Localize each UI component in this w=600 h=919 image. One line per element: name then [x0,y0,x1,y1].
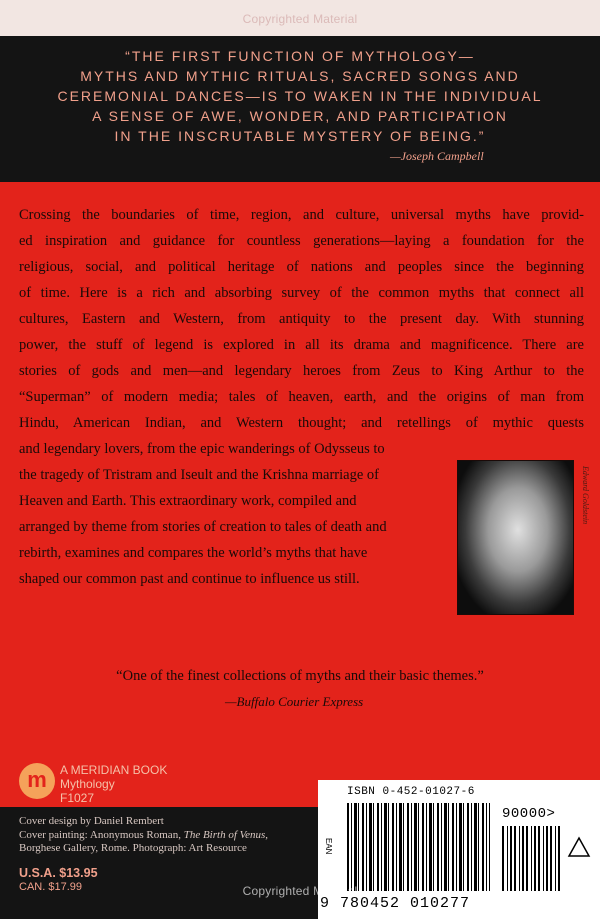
price-code: 90000> [502,806,556,822]
ean-label: EAN [324,838,333,855]
description-line: and legendary lovers, from the epic wanderings of Odysseus to [19,441,385,457]
quote-line: CEREMONIAL DANCES—IS TO WAKEN IN THE INDIVIDUAL [57,88,543,104]
review-quote: “One of the finest collections of myths and their basic themes.” [116,668,484,684]
description-line: power, the stuff of legend is explored in all its drama and magnificence. There are [19,337,584,353]
isbn-text: ISBN 0-452-01027-6 [347,786,475,798]
price-can: CAN. $17.99 [19,881,82,893]
author-photo [457,460,574,615]
description-line: “Superman” of modern media; tales of heaven, earth, and the origins of man from [19,389,584,405]
price-us: U.S.A. $13.95 [19,866,98,880]
publisher-info [60,763,167,805]
description-line: the tragedy of Tristram and Iseult and the Krishna marriage of [19,467,379,483]
credit-painting: Cover painting: Anonymous Roman, The Birth of Venus, [19,828,269,841]
description-line: of time. Here is a rich and absorbing survey of the common myths that connect all [19,285,584,301]
description-line: stories of gods and men—and legendary heroes from Zeus to King Arthur to the [19,363,584,379]
cover-credits [19,815,268,856]
description-line: ed inspiration and guidance for countless generations—laying a foundation for the [19,233,584,249]
description-line: cultures, Eastern and Western, from antiquity to the present day. With stunning [19,311,584,327]
quote-line: IN THE INSCRUTABLE MYSTERY OF BEING.” [114,128,486,144]
triangle-icon [567,836,591,858]
book-code: F1027 [60,791,95,805]
barcode-bars [347,803,490,891]
meridian-logo-icon [19,763,55,799]
painting-title: The Birth of Venus [183,828,266,841]
photo-credit-text: Edward Goldstein [581,466,590,525]
quote-line: A SENSE OF AWE, WONDER, AND PARTICIPATION [92,108,508,124]
credit-gallery: Borghese Gallery, Rome. Photograph: Art Resource [19,842,247,854]
description-line: religious, social, and political heritage of nations and peoples since the beginning [19,259,584,275]
quote-line: “THE FIRST FUNCTION OF MYTHOLOGY— [125,48,475,64]
photo-credit [580,466,592,596]
logo-letter: m [27,767,47,792]
quote-box [0,36,600,182]
quote-lines [0,46,600,146]
publisher-name: A MERIDIAN BOOK [60,763,168,777]
review-attribution: —Buffalo Courier Express [225,694,364,709]
description-line: rebirth, examines and compares the world’s myths that have [19,545,368,561]
barcode-ext-bars [502,826,560,891]
description-line: Hindu, American Indian, and Western thought; and retellings of mythic quests [19,415,584,431]
barcode-number: 9 780452 010277 [320,895,471,912]
credit-design: Cover design by Daniel Rembert [19,815,164,827]
description-line: Heaven and Earth. This extraordinary work, compiled and [19,493,357,509]
description-line: Crossing the boundaries of time, region, and culture, universal myths have provid- [19,207,584,223]
description-line: arranged by theme from stories of creation to tales of death and [19,519,387,535]
watermark-bottom: Copyrighted Material [242,884,358,898]
quote-attribution: —Joseph Campbell [390,149,484,163]
book-category: Mythology [60,777,115,791]
quote-line: MYTHS AND MYTHIC RITUALS, SACRED SONGS AND [80,68,520,84]
description-line: shaped our common past and continue to influence us still. [19,571,360,587]
watermark-top: Copyrighted Material [242,12,358,26]
